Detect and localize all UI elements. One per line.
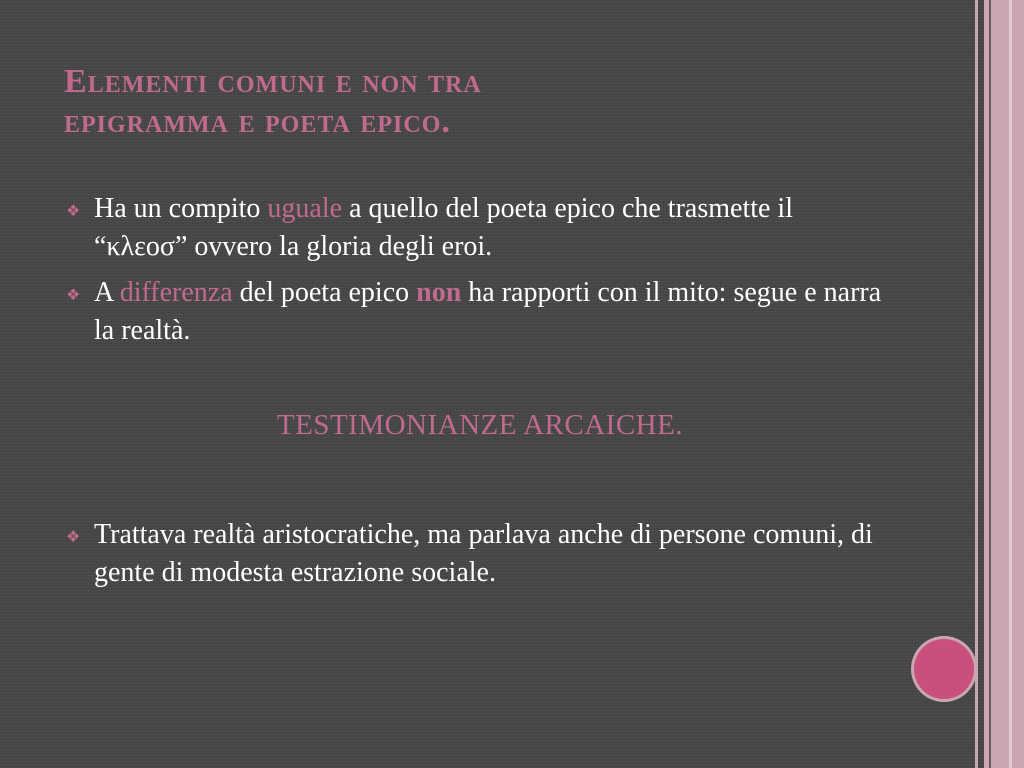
title-first-letter: E — [64, 63, 88, 100]
diamond-bullet-icon: ❖ — [66, 527, 81, 546]
slide-content — [60, 190, 890, 600]
diamond-bullet-icon: ❖ — [66, 201, 81, 220]
bullet-text: Trattava realtà aristocratiche, ma parlava anche di persone comuni, di gente di modesta estrazione sociale. — [94, 519, 873, 588]
diamond-bullet-icon: ❖ — [66, 285, 81, 304]
bullet-text: A — [94, 277, 120, 308]
title-line1: lementi comuni e non tra — [87, 63, 482, 100]
decorative-stripe — [1009, 0, 1012, 768]
section-subheading: TESTIMONIANZE ARCAICHE. — [276, 409, 684, 441]
highlight-word: differenza — [119, 277, 233, 308]
decorative-stripe — [989, 0, 991, 768]
bullet-item — [60, 516, 890, 592]
highlight-word: uguale — [267, 193, 343, 224]
slide-title — [64, 62, 924, 142]
bullet-text: Ha un compito — [94, 193, 268, 224]
decorative-stripe — [975, 0, 978, 768]
bullet-text: del poeta epico — [232, 277, 417, 308]
title-line2: epigramma e poeta epico. — [64, 103, 451, 140]
bullet-item — [60, 190, 890, 266]
bullet-text: a quello del poeta epico che trasmette il “κλεοσ” ovvero la gloria degli eroi. — [94, 193, 793, 262]
decorative-circle — [914, 639, 974, 699]
bullet-text: ha rapporti con il mito: segue e narra la realtà. — [94, 277, 882, 346]
bullet-item — [60, 274, 890, 350]
bold-highlight-word: non — [416, 277, 462, 308]
